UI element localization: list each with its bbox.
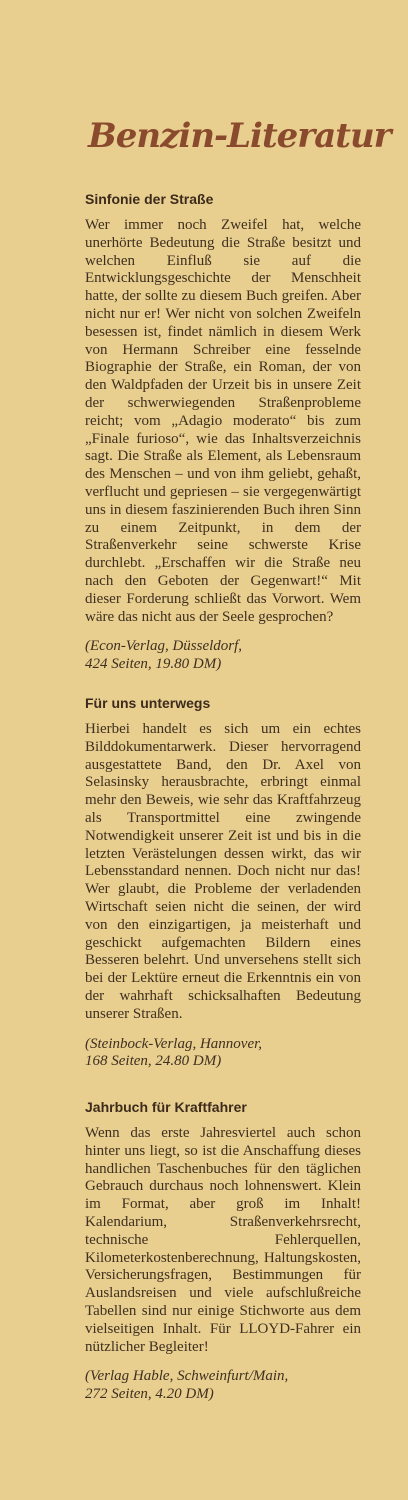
review-article [85,1098,361,1404]
article-body: Wenn das erste Jahresviertel auch schon hinter uns liegt, so ist die Anschaffung dieses handlichen Taschenbuches für den täglichen Gebrauch durchaus noch lohnenswert. Klein im Format, aber groß im Inhalt! Kalendarium, Straßenverkehrsrecht, technische Fehlerquellen, Kilometerkostenberechnung, Haltungskosten, Versicherungsfragen, Bestimmungen für Auslandsreisen und viele aufschlußreiche Tabellen sind nur einige Stichworte aus dem vielseitigen Inhalt. Für LLOYD-Fahrer ein nützlicher Begleiter! [85,1125,361,1355]
article-body: Hierbei handelt es sich um ein echtes Bilddokumentarwerk. Dieser hervorragend ausgestattete Band, den Dr. Axel von Selasinsky herausbrachte, erbringt einmal mehr den Beweis, wie sehr das Kraftfahrzeug als Transportmittel eine zwingende Notwendigkeit unserer Zeit ist und bis in die letzten Verästelungen dessen wirkt, das wir Lebensstandard nennen. Doch nicht nur das! Wer glaubt, die Probleme der verladenden Wirtschaft seien nicht die seinen, der wird von den einzigartigen, ja meisterhaft und geschickt aufgemachten Bildern eines Besseren belehrt. Und unversehens stellt sich bei der Lektüre erneut die Erkenntnis ein von der wahrhaft schicksalhaften Bedeutung unserer Straßen. [85,721,361,1022]
section-masthead: Benzin-Literatur [88,116,391,156]
article-title: Jahrbuch für Kraftfahrer [85,1099,247,1115]
source-details: 424 Seiten, 19.80 DM) [85,656,222,673]
source-publisher: (Verlag Hable, Schweinfurt/Main, [85,1368,289,1385]
article-title: Sinfonie der Straße [85,191,214,207]
source-publisher: (Steinbock-Verlag, Hannover, [85,1035,263,1052]
source-details: 168 Seiten, 24.80 DM) [85,1053,222,1070]
article-body: Wer immer noch Zweifel hat, welche unerhörte Bedeutung die Straße besitzt und welchen Einfluß sie auf die Entwicklungsgeschichte der Menschheit hatte, der sollte zu diesem Buch greifen. Aber nicht nur er! Wer nicht von solchen Zweifeln besessen ist, findet nämlich in diesem Werk von Hermann Schreiber eine fesselnde Biographie der Straße, ein Roman, der von den Waldpfaden der Urzeit bis in unsere Zeit der schwerwiegenden Straßenprobleme reicht; vom „Adagio moderato“ bis zum „Finale furioso“, wie das Inhaltsverzeichnis sagt. Die Straße als Element, als Lebensraum des Menschen – und von ihm geliebt, gehaßt, verflucht und gepriesen – sie vergegenwärtigt uns in diesem faszinierenden Buch ihren Sinn zu einem Zeitpunkt, in dem der Straßenverkehr seine schwerste Krise durchlebt. „Erschaffen wir die Straße neu nach den Geboten der Gegenwart!“ Mit dieser Forderung schließt das Vorwort. Wem wäre das nicht aus der Seele gesprochen? [85,217,361,625]
source-details: 272 Seiten, 4.20 DM) [85,1386,214,1403]
article-source [85,638,361,674]
source-publisher: (Econ-Verlag, Düsseldorf, [85,638,243,655]
review-article [85,694,361,1071]
review-article [85,190,361,674]
article-source [85,1036,361,1072]
article-source [85,1368,361,1404]
article-title: Für uns unterwegs [85,695,211,711]
